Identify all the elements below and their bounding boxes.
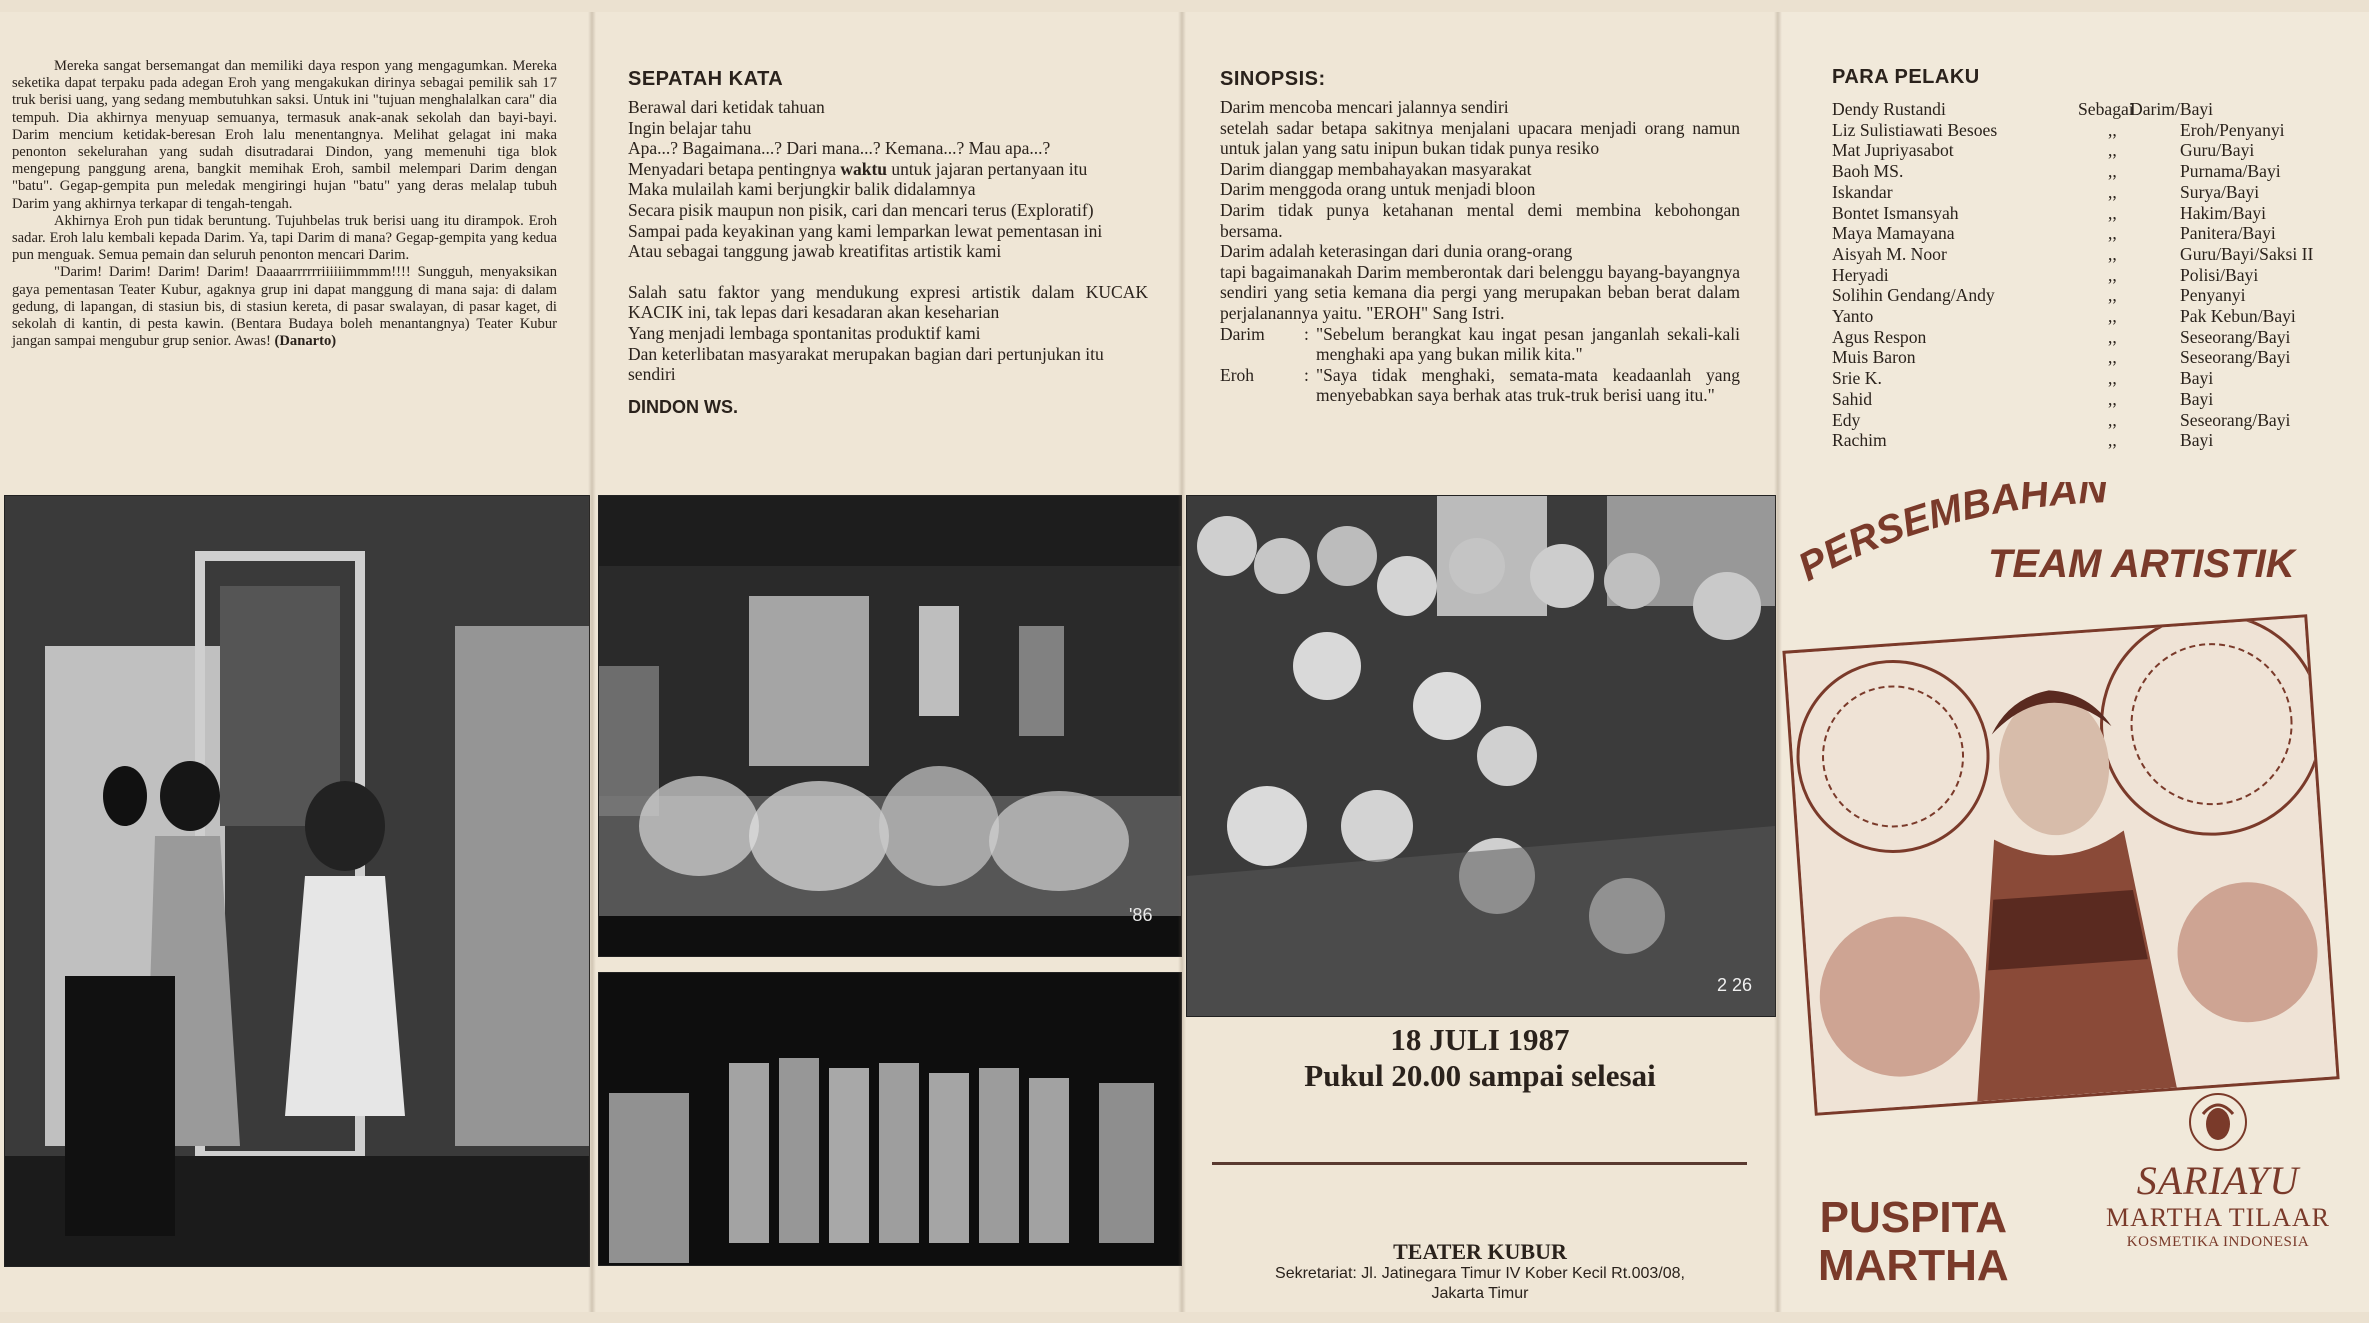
cast-role: Bayi [2180, 388, 2214, 409]
sariayu-emblem-icon [2183, 1090, 2253, 1154]
cast-role: Panitera/Bayi [2180, 223, 2276, 244]
organizer-address-1: Sekretariat: Jl. Jatinegara Timur IV Kober Kecil Rt.003/08, [1275, 1265, 1685, 1282]
cast-name: Bontet Ismansyah [1832, 202, 1959, 223]
cast-sebagai: Sebagai [2078, 99, 2134, 119]
sepatah-kata-block [628, 68, 1148, 417]
cast-sebagai: ,, [2108, 223, 2117, 244]
cast-name: Edy [1832, 409, 1861, 430]
event-date: 18 JULI 1987 [1390, 1022, 1570, 1057]
sinopsis-block [1220, 68, 1740, 406]
cast-sebagai: ,, [2108, 140, 2117, 161]
cast-sebagai: ,, [2108, 368, 2117, 389]
review-author: (Danarto) [274, 333, 337, 350]
stage-photo-door-image [5, 496, 589, 1266]
cast-row [1832, 410, 2352, 431]
organizer-name: TEATER KUBUR [1393, 1239, 1567, 1264]
persembahan-heading [1798, 482, 2318, 602]
cast-role: Eroh/Penyanyi [2180, 119, 2285, 140]
cast-name: Liz Sulistiawati Besoes [1832, 119, 1998, 140]
cast-row [1832, 244, 2352, 265]
divider-line [1212, 1162, 1747, 1165]
organizer-block [1182, 1240, 1778, 1304]
cast-row [1832, 306, 2352, 327]
cast-row [1832, 265, 2352, 286]
cast-name: Srie K. [1832, 368, 1882, 389]
cast-sebagai: ,, [2108, 388, 2117, 409]
cast-role: Darim/Bayi [2130, 99, 2214, 119]
cast-row [1832, 285, 2352, 306]
team-artistik-text: TEAM ARTISTIK [1988, 542, 2295, 586]
cast-sebagai: ,, [2108, 264, 2117, 285]
artwork-frame [1782, 614, 2339, 1116]
sk-line-6: Secara pisik maupun non pisik, cari dan mencari terus (Exploratif) [628, 199, 1094, 220]
artwork-woman-umbrellas [1786, 617, 2337, 1112]
cast-sebagai: ,, [2108, 161, 2117, 182]
sk-line-5: Maka mulailah kami berjungkir balik didalamnya [628, 179, 976, 200]
event-time: Pukul 20.00 sampai selesai [1304, 1058, 1656, 1093]
sk-signature: DINDON WS. [628, 396, 738, 417]
cast-name: Rachim [1832, 430, 1887, 451]
fold-line-3 [1774, 12, 1782, 1312]
sk-para2-2: Yang menjadi lembaga spontanitas produktif kami [628, 322, 981, 343]
cast-row [1832, 389, 2352, 410]
sk-para2-3: Dan keterlibatan masyarakat merupakan bagian dari pertunjukan itu sendiri [628, 343, 1104, 385]
puspita-text: PUSPITA [1819, 1193, 2008, 1242]
review-text [12, 58, 557, 350]
cast-list [1832, 99, 2352, 451]
cast-sebagai: ,, [2108, 285, 2117, 306]
cast-group-photo [1186, 495, 1776, 1017]
cast-row [1832, 120, 2352, 141]
cast-group-photo-image [1187, 496, 1775, 1016]
stage-photo-group-sitting [598, 495, 1182, 957]
sariayu-text: SARIAYU [2136, 1158, 2300, 1203]
stage-photo-group-standing [598, 972, 1182, 1266]
cast-name: Mat Jupriyasabot [1832, 140, 1954, 161]
cast-name: Solihin Gendang/Andy [1832, 285, 1995, 306]
cast-row [1832, 140, 2352, 161]
cast-role: Polisi/Bayi [2180, 264, 2259, 285]
photo-stamp-226: 2 26 [1717, 975, 1753, 995]
panel-sepatah-kata [592, 12, 1182, 1312]
cast-role: Hakim/Bayi [2180, 202, 2267, 223]
sin-line-6: Darim adalah keterasingan dari dunia orang-orang [1220, 241, 1573, 262]
cast-name: Dendy Rustandi [1832, 99, 1946, 119]
sk-line-8: Atau sebagai tanggung jawab kreatifitas artistik kami [628, 241, 1002, 262]
stage-photo-door [4, 495, 590, 1267]
sin-line-5: Darim tidak punya ketahanan mental demi membina kebohongan bersama. [1220, 199, 1740, 241]
panel-review [0, 12, 592, 1312]
stage-photo-group-standing-image [599, 973, 1181, 1265]
cast-role: Pak Kebun/Bayi [2180, 306, 2296, 327]
cast-row [1832, 347, 2352, 368]
martha-text: MARTHA [1818, 1241, 2009, 1290]
cast-row [1832, 327, 2352, 348]
cast-sebagai: ,, [2108, 181, 2117, 202]
event-datetime [1182, 1022, 1778, 1094]
cast-sebagai: ,, [2108, 119, 2117, 140]
cast-role: Seseorang/Bayi [2180, 409, 2291, 430]
cast-sebagai: ,, [2108, 306, 2117, 327]
cast-sebagai: ,, [2108, 347, 2117, 368]
fold-line-2 [1178, 12, 1186, 1312]
kosmetika-text: KOSMETIKA INDONESIA [2126, 1234, 2310, 1250]
cast-name: Aisyah M. Noor [1832, 243, 1947, 264]
cast-name: Baoh MS. [1832, 161, 1904, 182]
cast-row [1832, 430, 2352, 451]
sin-line-2: setelah sadar betapa sakitnya menjalani upacara menjadi orang namun untuk jalan yang satu inipun bukan tidak punya resiko [1220, 117, 1740, 159]
cast-sebagai: ,, [2108, 202, 2117, 223]
fold-line-1 [588, 12, 596, 1312]
panel-sinopsis [1182, 12, 1778, 1312]
cast-role: Penyanyi [2180, 285, 2246, 306]
cast-role: Bayi [2180, 368, 2214, 389]
cast-sebagai: ,, [2108, 243, 2117, 264]
dialog-darim: Darim : "Sebelum berangkat kau ingat pesan janganlah sekali-kali menghaki apa yang bukan milik kita." [1220, 323, 1740, 365]
cast-row [1832, 368, 2352, 389]
stage-photo-group-sitting-image [599, 496, 1181, 956]
sariayu-logo [2078, 1090, 2358, 1251]
sinopsis-title: SINOPSIS: [1220, 68, 1326, 90]
persembahan-text: ERSEMBAHAN [1816, 482, 2109, 578]
sinopsis-text [1220, 97, 1740, 406]
sk-line-4: Menyadari betapa pentingnya waktu untuk jajaran pertanyaan itu [628, 158, 1088, 179]
cast-row [1832, 203, 2352, 224]
review-paragraph-2: Akhirnya Eroh pun tidak beruntung. Tujuhbelas truk berisi uang itu dirampok. Eroh sadar. Eroh lalu kembali kepada Darim. Ya, tapi Darim di mana? Gegap-gempita yang kedua pun menguak. Semua pemain dan seluruh penonton mencari Darim. [12, 212, 557, 264]
sk-line-7: Sampai pada keyakinan yang kami lemparkan lewat pementasan ini [628, 220, 1103, 241]
cast-name: Agus Respon [1832, 326, 1927, 347]
cast-role: Guru/Bayi [2180, 140, 2255, 161]
cast-row [1832, 182, 2352, 203]
sin-line-4: Darim menggoda orang untuk menjadi bloon [1220, 179, 1536, 200]
cast-role: Surya/Bayi [2180, 181, 2260, 202]
photo-stamp-86: '86 [1129, 905, 1153, 925]
martha-tilaar-text: MARTHA TILAAR [2105, 1203, 2331, 1232]
cast-name: Sahid [1832, 388, 1873, 409]
cast-role: Seseorang/Bayi [2180, 347, 2291, 368]
panel-para-pelaku [1778, 12, 2369, 1312]
cast-role: Seseorang/Bayi [2180, 326, 2291, 347]
sepatah-kata-text [628, 97, 1148, 417]
organizer-address-2: Jakarta Timur [1431, 1285, 1529, 1302]
sk-line-3: Apa...? Bagaimana...? Dari mana...? Kemana...? Mau apa...? [628, 138, 1051, 159]
cast-block [1832, 66, 2352, 451]
cast-sebagai: ,, [2108, 430, 2117, 451]
sk-line-1: Berawal dari ketidak tahuan [628, 97, 825, 117]
sin-line-1: Darim mencoba mencari jalannya sendiri [1220, 97, 1509, 117]
review-paragraph-1: Mereka sangat bersemangat dan memiliki daya respon yang mengagumkan. Mereka seketika dapat terpaku pada adegan Eroh yang mengakukan dirinya sebagai pemilik sah 17 truk berisi uang, yang sedang membutuhkan saksi. Untuk ini "tujuan menghalalkan cara" dia tempuh. Dia akhirnya menyuap semuanya, termasuk anak-anak sekolah dan bayi-bayi. Darim mencium ketidak-beresan Eroh lalu menentangnya. Melihat gelagat ini maka penonton sekelurahan yang sudah disutradarai Dindon, yang memenuhi tiga blok mengepung panggung arena, bangkit memihak Eroh, sambil melempari Darim dengan "batu". Gegap-gempita pun meledak mengiringi hujan "batu" yang deras melalap tubuh Darim yang akhirnya terkapar di tengah-tengah. [12, 58, 557, 212]
dialog-eroh: Eroh : "Saya tidak menghaki, semata-mata keadaanlah yang menyebabkan saya berhak atas truk-truk berisi uang itu." [1220, 364, 1740, 406]
cast-role: Bayi [2180, 430, 2214, 451]
cast-name: Muis Baron [1832, 347, 1916, 368]
puspita-martha-logo [1818, 1194, 2009, 1290]
sin-line-3: Darim dianggap membahayakan masyarakat [1220, 158, 1532, 179]
review-paragraph-3: "Darim! Darim! Darim! Darim! Daaaarrrrrriiiiiimmmm!!!! Sungguh, menyaksikan gaya pementasan Teater Kubur, agaknya grup ini dapat manggung di mana saja: di dalam gedung, di lapangan, di stasiun bis, di stasiun kereta, di pasar swalayan, di pasar kaget, di sekolah di kantin, di pesta kawin. (Bentara Budaya boleh menantangnya) Teater Kubur jangan sampai mengubur grup senior. Awas! [12, 264, 557, 350]
cast-role: Purnama/Bayi [2180, 161, 2281, 182]
cast-name: Maya Mamayana [1832, 223, 1955, 244]
cast-name: Heryadi [1832, 264, 1889, 285]
cast-sebagai: ,, [2108, 409, 2117, 430]
cast-name: Iskandar [1832, 181, 1893, 202]
cast-row [1832, 161, 2352, 182]
cast-name: Yanto [1832, 306, 1874, 327]
cast-row [1832, 223, 2352, 244]
sin-line-7: tapi bagaimanakah Darim memberontak dari belenggu bayang-bayangnya sendiri yang setia kemana dia pergi yang merupakan beban berat dalam perjalanannya yaitu. "EROH" Sang Istri. [1220, 261, 1740, 323]
sk-para2-1: Salah satu faktor yang mendukung expresi artistik dalam KUCAK KACIK ini, tak lepas dari kesadaran akan keseharian [628, 281, 1148, 323]
sepatah-kata-title: SEPATAH KATA [628, 68, 784, 90]
persembahan-arc-text [1798, 482, 2318, 602]
cast-title: PARA PELAKU [1832, 66, 1980, 88]
cast-row [1832, 99, 2352, 120]
cast-role: Guru/Bayi/Saksi II [2180, 243, 2314, 264]
cast-sebagai: ,, [2108, 326, 2117, 347]
sk-line-2: Ingin belajar tahu [628, 117, 752, 138]
